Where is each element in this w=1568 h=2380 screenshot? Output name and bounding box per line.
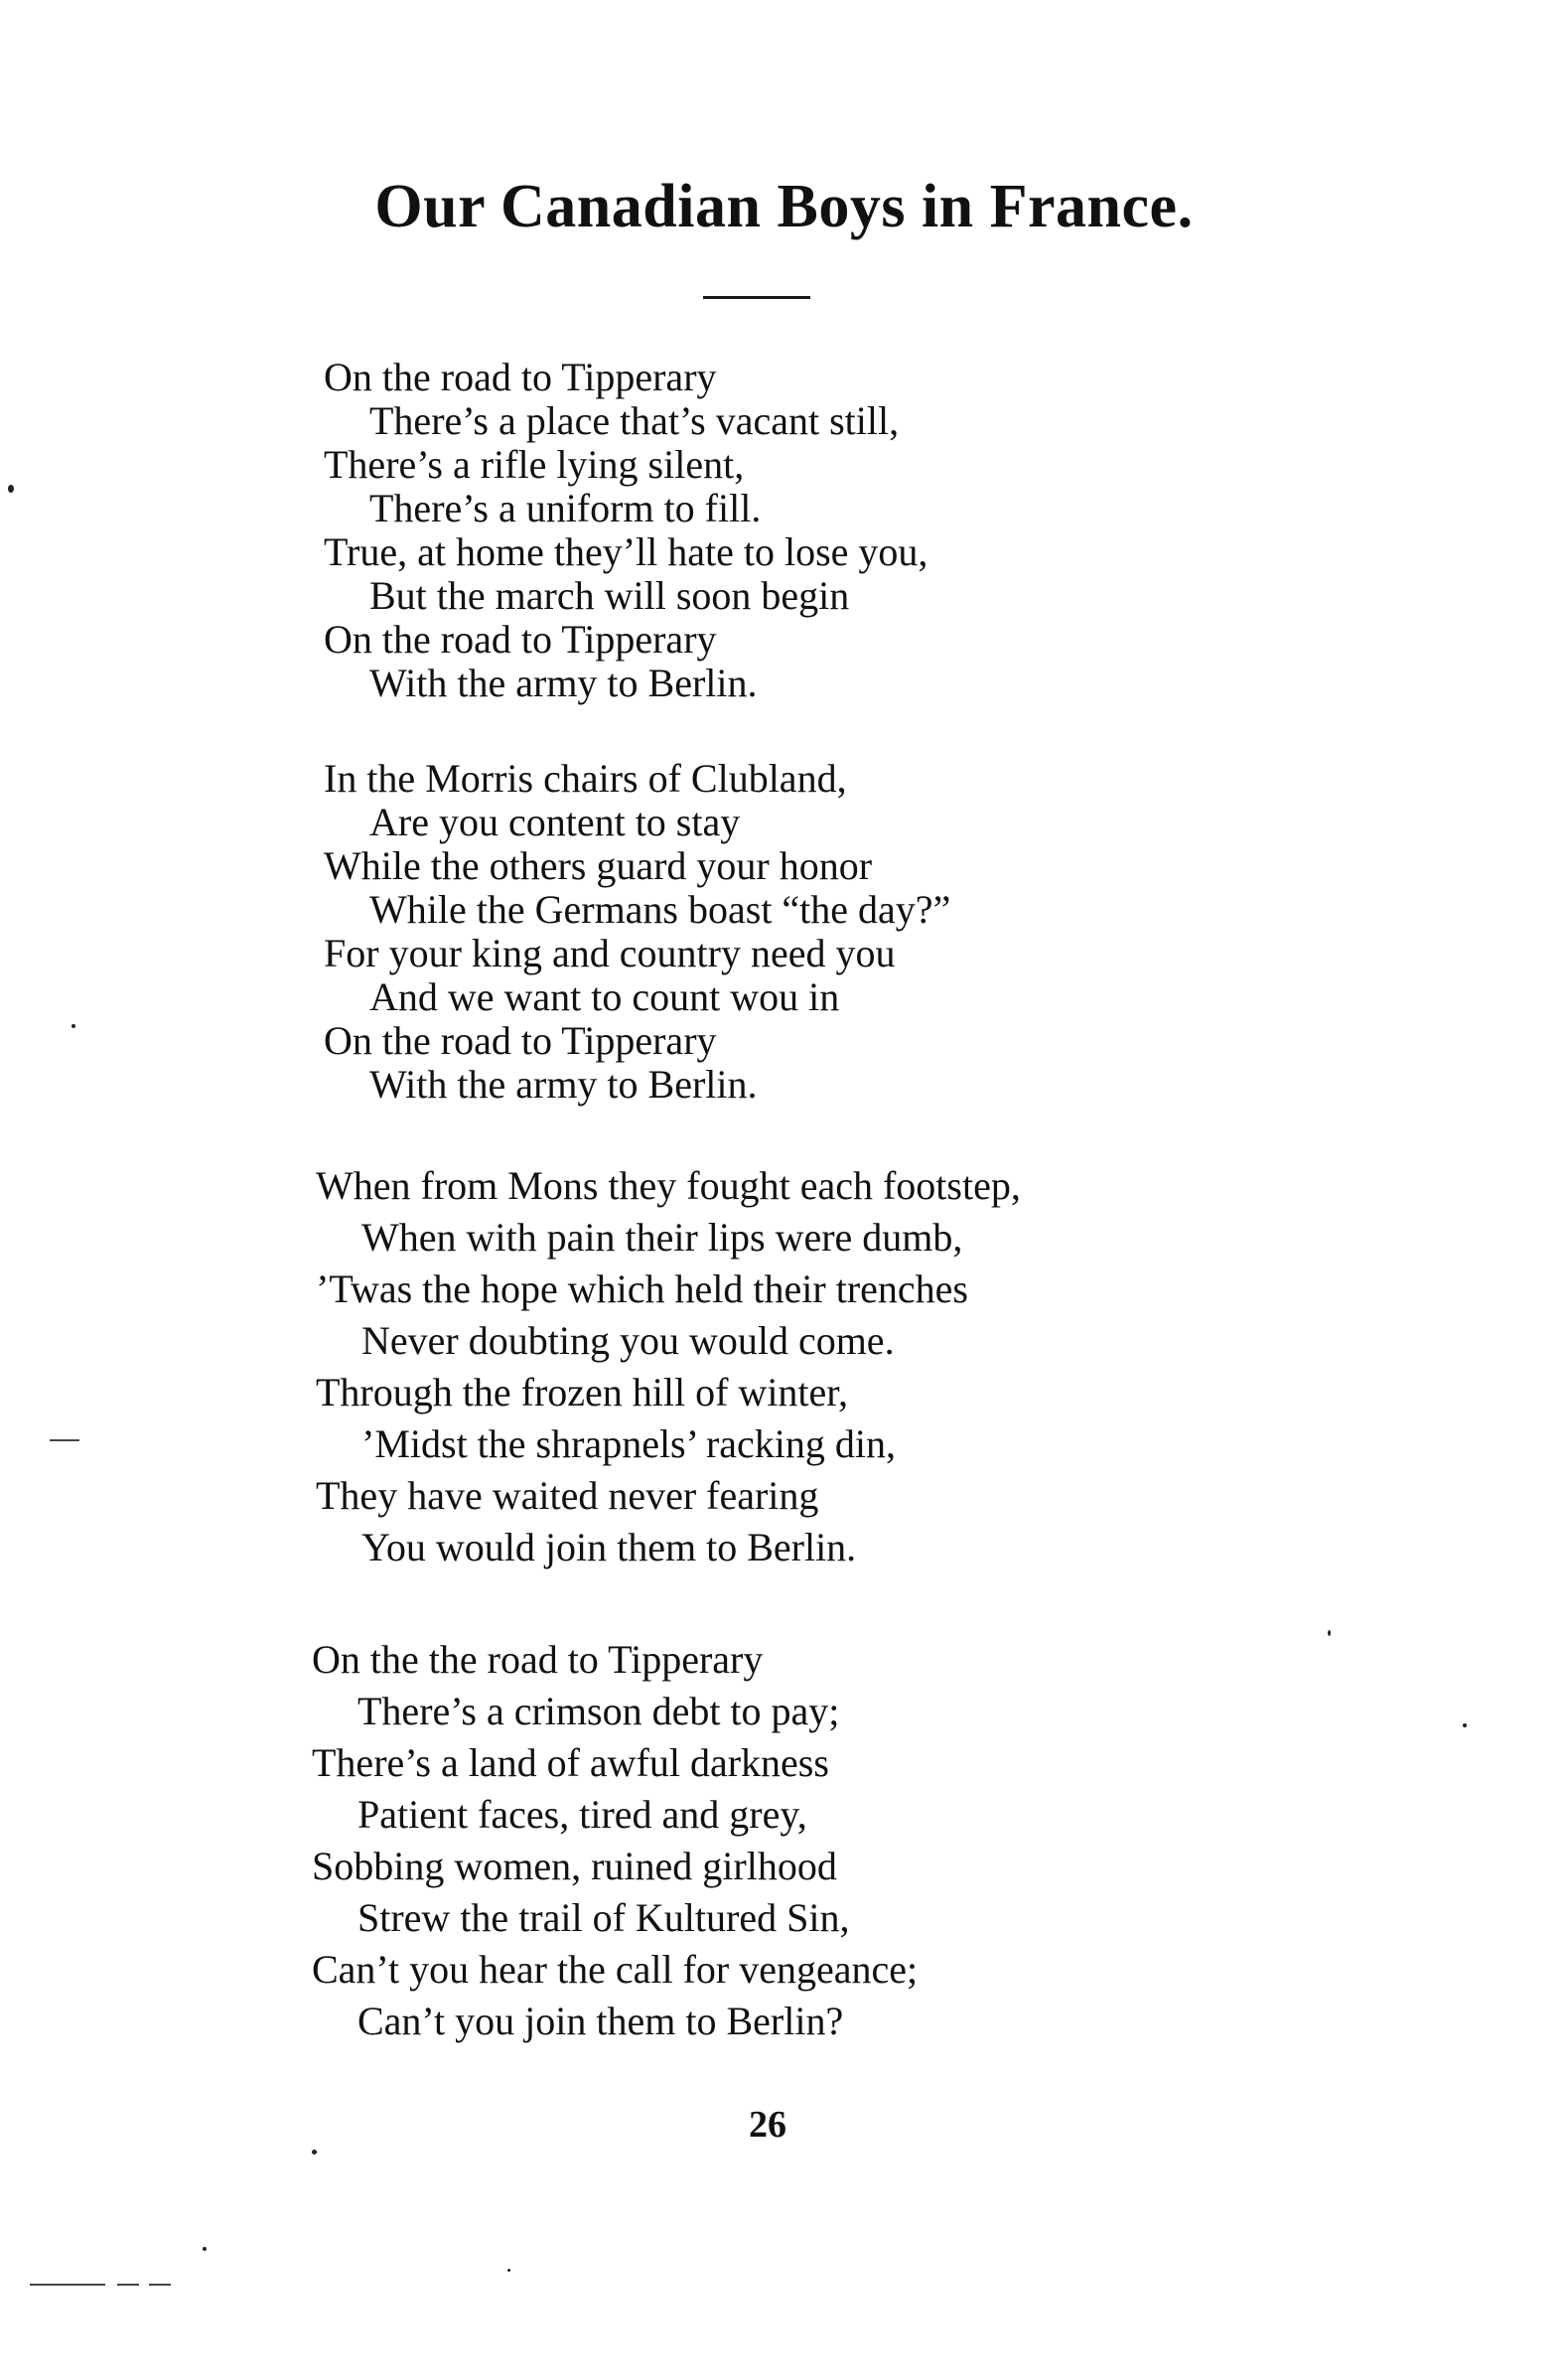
poem-line: Can’t you join them to Berlin?: [357, 1999, 844, 2043]
scan-speck: [203, 2247, 207, 2251]
stanza-1: [324, 356, 927, 705]
scan-speck: [8, 485, 14, 493]
poem-line: When from Mons they fought each footstep,: [316, 1163, 1021, 1208]
poem-line: On the road to Tipperary: [324, 355, 717, 399]
poem-line: Are you content to stay: [369, 800, 741, 844]
poem-line: With the army to Berlin.: [369, 661, 758, 705]
scan-mark: [50, 1439, 79, 1441]
stanza-3: [316, 1160, 1021, 1573]
poem-line: On the road to Tipperary: [324, 617, 717, 662]
poem-line: There’s a rifle lying silent,: [324, 442, 745, 487]
stanza-2: [324, 757, 950, 1107]
scan-mark: [30, 2284, 105, 2286]
page-number: 26: [749, 2104, 786, 2146]
scan-mark: [149, 2284, 171, 2286]
poem-title: Our Canadian Boys in France.: [374, 173, 1194, 240]
scan-speck: [507, 2269, 510, 2272]
poem-line: In the Morris chairs of Clubland,: [324, 756, 847, 801]
poem-line: Sobbing women, ruined girlhood: [312, 1844, 837, 1888]
poem-line: There’s a land of awful darkness: [312, 1740, 829, 1785]
scan-speck: [312, 2150, 317, 2155]
poem-line: For your king and country need you: [324, 931, 896, 975]
poem-line: They have waited never fearing: [316, 1473, 819, 1518]
poem-line: But the march will soon begin: [369, 573, 850, 618]
poem-line: While the others guard your honor: [324, 843, 873, 888]
stanza-4: [312, 1634, 918, 2047]
poem-line: You would join them to Berlin.: [361, 1525, 857, 1569]
poem-line: Through the frozen hill of winter,: [316, 1370, 849, 1414]
poem-line: With the army to Berlin.: [369, 1062, 758, 1107]
poem-line: ’Midst the shrapnels’ racking din,: [361, 1421, 897, 1466]
poem-line: When with pain their lips were dumb,: [361, 1215, 963, 1260]
poem-line: On the the road to Tipperary: [312, 1637, 764, 1682]
poem-line: Strew the trail of Kultured Sin,: [357, 1895, 850, 1940]
title-divider: [703, 296, 810, 299]
poem-line: There’s a uniform to fill.: [369, 486, 762, 530]
scan-speck: [71, 1024, 75, 1028]
scan-mark: [117, 2284, 139, 2286]
scan-speck: [1463, 1723, 1467, 1727]
poem-line: ’Twas the hope which held their trenches: [316, 1266, 968, 1311]
poem-line: Patient faces, tired and grey,: [357, 1792, 807, 1837]
poem-line: There’s a crimson debt to pay;: [357, 1689, 840, 1733]
poem-line: True, at home they’ll hate to lose you,: [324, 529, 928, 574]
scan-speck: [1328, 1630, 1331, 1636]
poem-line: Never doubting you would come.: [361, 1318, 895, 1363]
poem-line: Can’t you hear the call for vengeance;: [312, 1947, 919, 1992]
poem-line: While the Germans boast “the day?”: [369, 887, 951, 932]
poem-line: And we want to count wou in: [369, 974, 840, 1019]
poem-line: There’s a place that’s vacant still,: [369, 398, 900, 443]
poem-line: On the road to Tipperary: [324, 1018, 717, 1063]
